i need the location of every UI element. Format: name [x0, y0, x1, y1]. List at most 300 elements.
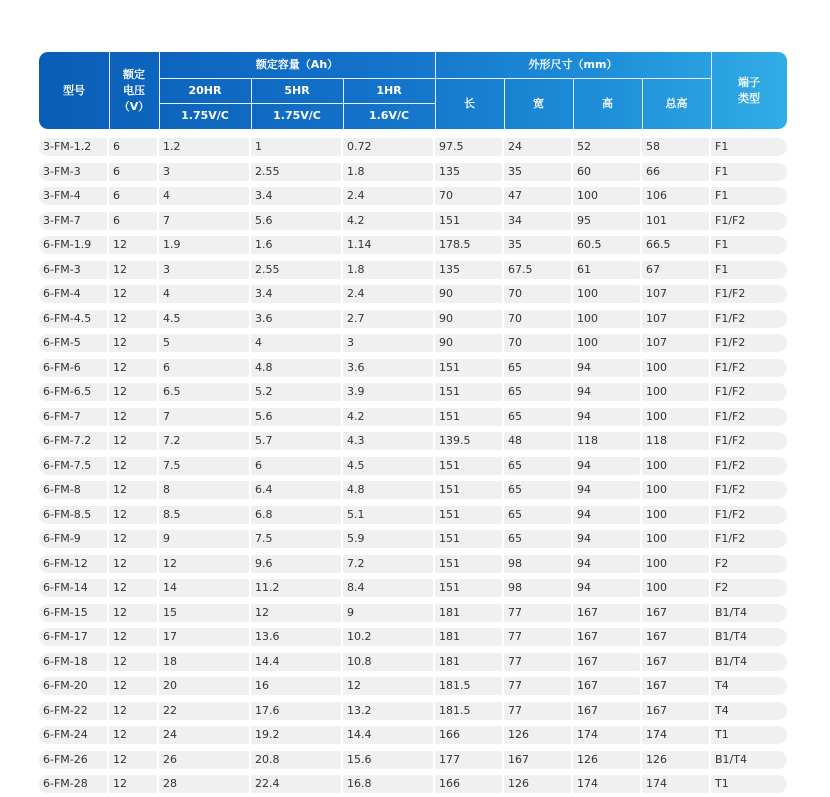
- voltage-cell: 12: [109, 457, 157, 475]
- capacity-20hr-cell: 14: [159, 579, 249, 597]
- capacity-1hr-cell: 4.3: [343, 432, 433, 450]
- voltage-cell: 12: [109, 506, 157, 524]
- terminal-cell: F1: [711, 187, 787, 205]
- total-height-cell: 107: [642, 285, 709, 303]
- width-cell: 77: [504, 702, 571, 720]
- width-cell: 77: [504, 628, 571, 646]
- table-header: [39, 52, 787, 129]
- terminal-cell: F1: [711, 236, 787, 254]
- header-5hr-voltage: 1.75V/C: [273, 109, 321, 122]
- length-cell: 139.5: [435, 432, 502, 450]
- terminal-cell: F1: [711, 138, 787, 156]
- capacity-1hr-cell: 3: [343, 334, 433, 352]
- length-cell: 151: [435, 408, 502, 426]
- total-height-cell: 100: [642, 530, 709, 548]
- total-height-cell: 174: [642, 726, 709, 744]
- model-cell: 6-FM-24: [39, 726, 107, 744]
- table-body: [39, 135, 787, 797]
- capacity-5hr-cell: 9.6: [251, 555, 341, 573]
- height-cell: 60: [573, 163, 640, 181]
- length-cell: 181: [435, 604, 502, 622]
- length-cell: 181.5: [435, 677, 502, 695]
- length-cell: 151: [435, 359, 502, 377]
- total-height-cell: 167: [642, 653, 709, 671]
- capacity-20hr-cell: 5: [159, 334, 249, 352]
- table-row: [39, 478, 787, 503]
- width-cell: 48: [504, 432, 571, 450]
- total-height-cell: 167: [642, 628, 709, 646]
- voltage-cell: 12: [109, 334, 157, 352]
- width-cell: 77: [504, 677, 571, 695]
- header-capacity: 额定容量（Ah）: [255, 58, 339, 71]
- model-cell: 6-FM-6.5: [39, 383, 107, 401]
- length-cell: 151: [435, 579, 502, 597]
- capacity-5hr-cell: 7.5: [251, 530, 341, 548]
- voltage-cell: 6: [109, 187, 157, 205]
- table-row: [39, 723, 787, 748]
- header-total-height: 总高: [665, 96, 688, 110]
- voltage-cell: 12: [109, 604, 157, 622]
- height-cell: 100: [573, 334, 640, 352]
- capacity-1hr-cell: 15.6: [343, 751, 433, 769]
- length-cell: 181: [435, 653, 502, 671]
- capacity-5hr-cell: 20.8: [251, 751, 341, 769]
- width-cell: 65: [504, 481, 571, 499]
- height-cell: 174: [573, 726, 640, 744]
- voltage-cell: 12: [109, 285, 157, 303]
- width-cell: 67.5: [504, 261, 571, 279]
- width-cell: 35: [504, 163, 571, 181]
- capacity-1hr-cell: 4.2: [343, 408, 433, 426]
- height-cell: 52: [573, 138, 640, 156]
- terminal-cell: F1/F2: [711, 285, 787, 303]
- voltage-cell: 12: [109, 677, 157, 695]
- model-cell: 6-FM-4: [39, 285, 107, 303]
- width-cell: 70: [504, 310, 571, 328]
- capacity-5hr-cell: 4: [251, 334, 341, 352]
- model-cell: 3-FM-4: [39, 187, 107, 205]
- width-cell: 77: [504, 604, 571, 622]
- header-model: 型号: [63, 83, 85, 97]
- height-cell: 100: [573, 285, 640, 303]
- total-height-cell: 100: [642, 457, 709, 475]
- model-cell: 6-FM-18: [39, 653, 107, 671]
- capacity-20hr-cell: 3: [159, 261, 249, 279]
- terminal-cell: F1/F2: [711, 530, 787, 548]
- capacity-20hr-cell: 8: [159, 481, 249, 499]
- voltage-cell: 12: [109, 236, 157, 254]
- voltage-cell: 12: [109, 628, 157, 646]
- capacity-20hr-cell: 6.5: [159, 383, 249, 401]
- capacity-5hr-cell: 12: [251, 604, 341, 622]
- total-height-cell: 118: [642, 432, 709, 450]
- voltage-cell: 12: [109, 261, 157, 279]
- length-cell: 177: [435, 751, 502, 769]
- model-cell: 6-FM-9: [39, 530, 107, 548]
- capacity-5hr-cell: 1.6: [251, 236, 341, 254]
- header-dimensions: 外形尺寸（mm）: [528, 58, 618, 71]
- voltage-cell: 12: [109, 530, 157, 548]
- height-cell: 60.5: [573, 236, 640, 254]
- height-cell: 94: [573, 481, 640, 499]
- height-cell: 94: [573, 579, 640, 597]
- height-cell: 94: [573, 457, 640, 475]
- total-height-cell: 67: [642, 261, 709, 279]
- header-20hr-voltage: 1.75V/C: [181, 109, 229, 122]
- header-1hr-voltage: 1.6V/C: [368, 109, 410, 122]
- width-cell: 65: [504, 530, 571, 548]
- table-row: [39, 184, 787, 209]
- table-row: [39, 282, 787, 307]
- width-cell: 98: [504, 555, 571, 573]
- voltage-cell: 12: [109, 310, 157, 328]
- battery-spec-table: [39, 52, 787, 797]
- width-cell: 65: [504, 457, 571, 475]
- width-cell: 47: [504, 187, 571, 205]
- terminal-cell: F1/F2: [711, 359, 787, 377]
- voltage-cell: 12: [109, 775, 157, 793]
- table-row: [39, 331, 787, 356]
- voltage-cell: 12: [109, 751, 157, 769]
- capacity-5hr-cell: 2.55: [251, 261, 341, 279]
- height-cell: 126: [573, 751, 640, 769]
- total-height-cell: 100: [642, 555, 709, 573]
- terminal-cell: B1/T4: [711, 604, 787, 622]
- capacity-5hr-cell: 3.4: [251, 187, 341, 205]
- capacity-1hr-cell: 8.4: [343, 579, 433, 597]
- capacity-1hr-cell: 12: [343, 677, 433, 695]
- terminal-cell: F1: [711, 163, 787, 181]
- capacity-20hr-cell: 3: [159, 163, 249, 181]
- length-cell: 178.5: [435, 236, 502, 254]
- model-cell: 6-FM-28: [39, 775, 107, 793]
- capacity-20hr-cell: 28: [159, 775, 249, 793]
- model-cell: 3-FM-7: [39, 212, 107, 230]
- capacity-1hr-cell: 0.72: [343, 138, 433, 156]
- total-height-cell: 100: [642, 359, 709, 377]
- total-height-cell: 58: [642, 138, 709, 156]
- capacity-5hr-cell: 19.2: [251, 726, 341, 744]
- capacity-5hr-cell: 6.4: [251, 481, 341, 499]
- height-cell: 94: [573, 383, 640, 401]
- model-cell: 6-FM-4.5: [39, 310, 107, 328]
- voltage-cell: 6: [109, 212, 157, 230]
- table-row: [39, 674, 787, 699]
- length-cell: 90: [435, 334, 502, 352]
- total-height-cell: 100: [642, 383, 709, 401]
- total-height-cell: 106: [642, 187, 709, 205]
- capacity-1hr-cell: 2.7: [343, 310, 433, 328]
- width-cell: 77: [504, 653, 571, 671]
- length-cell: 181.5: [435, 702, 502, 720]
- total-height-cell: 167: [642, 677, 709, 695]
- terminal-cell: T4: [711, 702, 787, 720]
- table-row: [39, 650, 787, 675]
- width-cell: 126: [504, 775, 571, 793]
- total-height-cell: 107: [642, 310, 709, 328]
- capacity-20hr-cell: 4: [159, 285, 249, 303]
- table-row: [39, 527, 787, 552]
- model-cell: 6-FM-20: [39, 677, 107, 695]
- model-cell: 6-FM-8.5: [39, 506, 107, 524]
- width-cell: 34: [504, 212, 571, 230]
- total-height-cell: 66.5: [642, 236, 709, 254]
- capacity-20hr-cell: 17: [159, 628, 249, 646]
- capacity-1hr-cell: 1.14: [343, 236, 433, 254]
- capacity-1hr-cell: 1.8: [343, 261, 433, 279]
- voltage-cell: 12: [109, 383, 157, 401]
- capacity-5hr-cell: 5.7: [251, 432, 341, 450]
- table-row: [39, 699, 787, 724]
- height-cell: 174: [573, 775, 640, 793]
- terminal-cell: F2: [711, 579, 787, 597]
- total-height-cell: 167: [642, 604, 709, 622]
- header-width: 宽: [533, 96, 544, 110]
- height-cell: 118: [573, 432, 640, 450]
- table-row: [39, 405, 787, 430]
- table-row: [39, 503, 787, 528]
- width-cell: 70: [504, 334, 571, 352]
- voltage-cell: 12: [109, 726, 157, 744]
- height-cell: 167: [573, 628, 640, 646]
- terminal-cell: F1/F2: [711, 334, 787, 352]
- capacity-1hr-cell: 10.2: [343, 628, 433, 646]
- terminal-cell: B1/T4: [711, 653, 787, 671]
- voltage-cell: 12: [109, 555, 157, 573]
- voltage-cell: 12: [109, 702, 157, 720]
- height-cell: 167: [573, 653, 640, 671]
- capacity-5hr-cell: 14.4: [251, 653, 341, 671]
- header-5hr: 5HR: [284, 83, 310, 97]
- terminal-cell: F1/F2: [711, 212, 787, 230]
- total-height-cell: 66: [642, 163, 709, 181]
- capacity-20hr-cell: 7: [159, 408, 249, 426]
- capacity-5hr-cell: 3.6: [251, 310, 341, 328]
- header-voltage: 额定 电压 （V）: [118, 67, 150, 113]
- height-cell: 167: [573, 702, 640, 720]
- height-cell: 94: [573, 530, 640, 548]
- length-cell: 70: [435, 187, 502, 205]
- capacity-20hr-cell: 1.2: [159, 138, 249, 156]
- total-height-cell: 107: [642, 334, 709, 352]
- length-cell: 151: [435, 212, 502, 230]
- total-height-cell: 100: [642, 506, 709, 524]
- capacity-20hr-cell: 22: [159, 702, 249, 720]
- height-cell: 94: [573, 408, 640, 426]
- table-row: [39, 307, 787, 332]
- terminal-cell: F1: [711, 261, 787, 279]
- table-row: [39, 356, 787, 381]
- width-cell: 65: [504, 408, 571, 426]
- height-cell: 100: [573, 310, 640, 328]
- voltage-cell: 12: [109, 432, 157, 450]
- capacity-20hr-cell: 4.5: [159, 310, 249, 328]
- voltage-cell: 6: [109, 163, 157, 181]
- voltage-cell: 12: [109, 359, 157, 377]
- capacity-20hr-cell: 4: [159, 187, 249, 205]
- total-height-cell: 100: [642, 481, 709, 499]
- total-height-cell: 126: [642, 751, 709, 769]
- table-row: [39, 258, 787, 283]
- terminal-cell: T1: [711, 726, 787, 744]
- voltage-cell: 12: [109, 408, 157, 426]
- capacity-20hr-cell: 12: [159, 555, 249, 573]
- total-height-cell: 100: [642, 579, 709, 597]
- table-row: [39, 454, 787, 479]
- model-cell: 6-FM-5: [39, 334, 107, 352]
- capacity-5hr-cell: 2.55: [251, 163, 341, 181]
- model-cell: 6-FM-7.2: [39, 432, 107, 450]
- width-cell: 98: [504, 579, 571, 597]
- capacity-1hr-cell: 3.6: [343, 359, 433, 377]
- height-cell: 167: [573, 604, 640, 622]
- capacity-5hr-cell: 22.4: [251, 775, 341, 793]
- model-cell: 6-FM-22: [39, 702, 107, 720]
- terminal-cell: F1/F2: [711, 481, 787, 499]
- model-cell: 6-FM-7: [39, 408, 107, 426]
- capacity-5hr-cell: 4.8: [251, 359, 341, 377]
- model-cell: 6-FM-1.9: [39, 236, 107, 254]
- width-cell: 35: [504, 236, 571, 254]
- model-cell: 6-FM-14: [39, 579, 107, 597]
- length-cell: 135: [435, 163, 502, 181]
- capacity-5hr-cell: 3.4: [251, 285, 341, 303]
- header-20hr: 20HR: [188, 83, 222, 97]
- table-row: [39, 772, 787, 797]
- capacity-5hr-cell: 5.6: [251, 408, 341, 426]
- voltage-cell: 12: [109, 579, 157, 597]
- capacity-1hr-cell: 1.8: [343, 163, 433, 181]
- capacity-1hr-cell: 13.2: [343, 702, 433, 720]
- capacity-1hr-cell: 2.4: [343, 285, 433, 303]
- capacity-1hr-cell: 4.2: [343, 212, 433, 230]
- length-cell: 97.5: [435, 138, 502, 156]
- capacity-1hr-cell: 4.5: [343, 457, 433, 475]
- length-cell: 166: [435, 726, 502, 744]
- capacity-20hr-cell: 8.5: [159, 506, 249, 524]
- model-cell: 6-FM-15: [39, 604, 107, 622]
- length-cell: 151: [435, 481, 502, 499]
- length-cell: 90: [435, 285, 502, 303]
- length-cell: 166: [435, 775, 502, 793]
- terminal-cell: B1/T4: [711, 751, 787, 769]
- model-cell: 6-FM-8: [39, 481, 107, 499]
- height-cell: 100: [573, 187, 640, 205]
- capacity-1hr-cell: 5.9: [343, 530, 433, 548]
- table-row: [39, 576, 787, 601]
- capacity-20hr-cell: 15: [159, 604, 249, 622]
- terminal-cell: T4: [711, 677, 787, 695]
- capacity-5hr-cell: 6.8: [251, 506, 341, 524]
- voltage-cell: 6: [109, 138, 157, 156]
- length-cell: 135: [435, 261, 502, 279]
- table-row: [39, 209, 787, 234]
- capacity-5hr-cell: 6: [251, 457, 341, 475]
- length-cell: 181: [435, 628, 502, 646]
- capacity-1hr-cell: 14.4: [343, 726, 433, 744]
- height-cell: 94: [573, 506, 640, 524]
- capacity-20hr-cell: 1.9: [159, 236, 249, 254]
- capacity-5hr-cell: 11.2: [251, 579, 341, 597]
- table-row: [39, 429, 787, 454]
- model-cell: 3-FM-1.2: [39, 138, 107, 156]
- total-height-cell: 167: [642, 702, 709, 720]
- width-cell: 70: [504, 285, 571, 303]
- length-cell: 151: [435, 457, 502, 475]
- width-cell: 65: [504, 506, 571, 524]
- terminal-cell: F1/F2: [711, 383, 787, 401]
- terminal-cell: F2: [711, 555, 787, 573]
- total-height-cell: 100: [642, 408, 709, 426]
- table-row: [39, 625, 787, 650]
- length-cell: 151: [435, 555, 502, 573]
- header-1hr: 1HR: [376, 83, 402, 97]
- capacity-1hr-cell: 4.8: [343, 481, 433, 499]
- terminal-cell: F1/F2: [711, 408, 787, 426]
- width-cell: 167: [504, 751, 571, 769]
- capacity-1hr-cell: 3.9: [343, 383, 433, 401]
- capacity-20hr-cell: 9: [159, 530, 249, 548]
- capacity-20hr-cell: 7: [159, 212, 249, 230]
- header-terminal: 端子 类型: [738, 75, 760, 105]
- header-length: 长: [464, 96, 475, 110]
- voltage-cell: 12: [109, 481, 157, 499]
- capacity-1hr-cell: 5.1: [343, 506, 433, 524]
- capacity-5hr-cell: 5.6: [251, 212, 341, 230]
- capacity-5hr-cell: 16: [251, 677, 341, 695]
- header-height: 高: [602, 96, 613, 110]
- width-cell: 65: [504, 383, 571, 401]
- table-row: [39, 601, 787, 626]
- height-cell: 94: [573, 359, 640, 377]
- voltage-cell: 12: [109, 653, 157, 671]
- capacity-1hr-cell: 16.8: [343, 775, 433, 793]
- height-cell: 94: [573, 555, 640, 573]
- terminal-cell: T1: [711, 775, 787, 793]
- capacity-1hr-cell: 2.4: [343, 187, 433, 205]
- capacity-20hr-cell: 7.5: [159, 457, 249, 475]
- capacity-20hr-cell: 24: [159, 726, 249, 744]
- capacity-5hr-cell: 17.6: [251, 702, 341, 720]
- capacity-5hr-cell: 13.6: [251, 628, 341, 646]
- model-cell: 6-FM-12: [39, 555, 107, 573]
- length-cell: 90: [435, 310, 502, 328]
- capacity-20hr-cell: 20: [159, 677, 249, 695]
- width-cell: 24: [504, 138, 571, 156]
- table-row: [39, 160, 787, 185]
- capacity-1hr-cell: 9: [343, 604, 433, 622]
- table-row: [39, 552, 787, 577]
- width-cell: 65: [504, 359, 571, 377]
- model-cell: 6-FM-26: [39, 751, 107, 769]
- total-height-cell: 101: [642, 212, 709, 230]
- capacity-5hr-cell: 1: [251, 138, 341, 156]
- height-cell: 167: [573, 677, 640, 695]
- terminal-cell: F1/F2: [711, 432, 787, 450]
- capacity-1hr-cell: 10.8: [343, 653, 433, 671]
- table-row: [39, 135, 787, 160]
- height-cell: 95: [573, 212, 640, 230]
- capacity-20hr-cell: 18: [159, 653, 249, 671]
- length-cell: 151: [435, 383, 502, 401]
- terminal-cell: B1/T4: [711, 628, 787, 646]
- table-row: [39, 233, 787, 258]
- model-cell: 6-FM-6: [39, 359, 107, 377]
- length-cell: 151: [435, 506, 502, 524]
- height-cell: 61: [573, 261, 640, 279]
- table-row: [39, 748, 787, 773]
- model-cell: 3-FM-3: [39, 163, 107, 181]
